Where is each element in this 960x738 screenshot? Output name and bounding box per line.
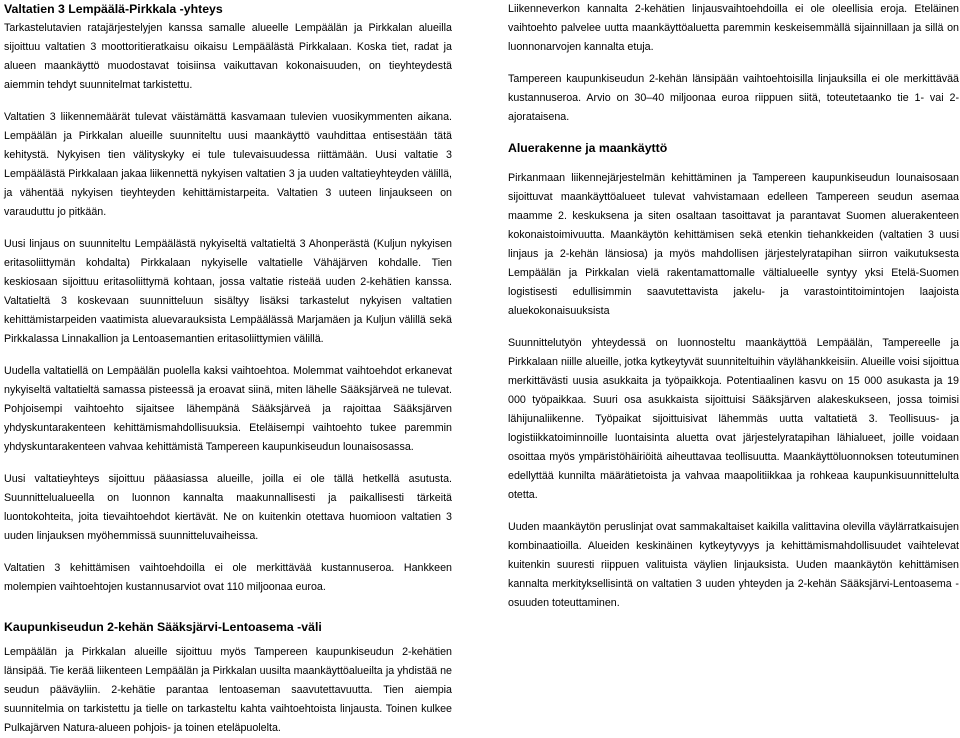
left-column <box>4 0 452 738</box>
paragraph-new-alignment: Uusi linjaus on suunniteltu Lempäälästä nykyiseltä valtatieltä 3 Ahonperästä (Kuljun nykyisen eritasoliittymän kohdalta) Pirkkalaan nykyiselle valtatielle Vähäjärven kohdalle. Tien keskiosaan sijoittuu eritasoliittymä kohtaan, jossa valtatie risteää uuden 2-kehätien kanssa. Valtatieltä 3 koskevaan suunnitteluun sisältyy lisäksi tarkastelut nykyisen valtatien kehittämistarpeiden vaatimista aluevarauksista Lempäälässä Marjamäen ja Kuljun välillä sekä Pirkkalassa Linnakallion ja Lentoasemantien eritasoliittymien välillä. <box>4 238 452 345</box>
paragraph-ring-road: Lempäälän ja Pirkkalan alueille sijoittuu myös Tampereen kaupunkiseudun 2-kehätien länsipää. Tie kerää liikenteen Lempäälän ja Pirkkalan uusilta maankäyttöalueilta ja yhdistää ne seudun pääväyliin. 2-kehätie parantaa lentoaseman saavutettavuutta. Tien aiempia suunnitelmia on tarkistettu ja tielle on tarkasteltu kahta vaihtoehtoista linjausta. Toinen kulkee Pulkajärven Natura-alueen pohjois- ja toinen eteläpuolelta. <box>4 646 452 734</box>
paragraph-costs: Valtatien 3 kehittämisen vaihtoehdoilla ei ole merkittävää kustannuseroa. Hankkeen molempien vaihtoehtojen kustannusarviot ovat 110 miljoonaa euroa. <box>4 562 452 593</box>
paragraph-traffic-growth: Valtatien 3 liikennemäärät tulevat väistämättä kasvamaan tulevien vuosikymmenten aikana. Lempäälän ja Pirkkalan alueille suunniteltu uusi maankäyttö vauhdittaa entisestään tätä kehitystä. Nykyisen tien välityskyky ei tule tulevaisuudessa riittämään. Uusi valtatie 3 Lempäälästä Pirkkalaan jakaa liikennettä nykyisen valtatien 3 ja uuden valtatieyhteyden välillä, ja vähentää nykyisen tieyhteyden kehittämistarpeita. Valtatien 3 uuteen linjaukseen on varauduttu jo pitkään. <box>4 111 452 218</box>
paragraph-land-use-sketch: Suunnittelutyön yhteydessä on luonnosteltu maankäyttöä Lempäälän, Tampereelle ja Pirkkalaan niille alueille, jotka kytkeytyvät suunniteltuihin väylähankkeisiin. Alueille voisi sijoittua merkittävästi uusia asukkaita ja työpaikkoja. Potentiaalinen kasvu on 15 000 asukasta ja 19 000 työpaikkaa. Suuri osa asukkaista sijoittuisi Sääksjärven alakeskukseen, jossa toimisi lähijunaliikenne. Työpaikat sijoittuisivat lähemmäs uutta valtatietä 3. Teollisuus- ja logistiikkatoiminnoille luontaisinta aluetta ovat järjestelyratapihan lähialueet, joille voidaan osoittaa myös ympäristöhäiriöitä aiheuttavaa teollisuutta. Maankäyttöluonnoksen toteutuminen edellyttää kunnilta määrätietoista ja vahvaa maapolitiikkaa ja rohkeaa kaupunkisuunnittelulta otetta. <box>508 337 959 501</box>
section-heading-kaupunkiseudun: Kaupunkiseudun 2-kehän Sääksjärvi-Lentoasema -väli <box>4 620 322 634</box>
section-heading-valtatie3: Valtatien 3 Lempäälä-Pirkkala -yhteys <box>4 2 223 16</box>
paragraph-ring-costs: Tampereen kaupunkiseudun 2-kehän länsipään vaihtoehtoisilla linjauksilla ei ole merkittävää kustannuseroa. Arvio on 30–40 miljoonaa euroa riippuen siitä, toteutetaanko tie 1- vai 2-ajorataisena. <box>508 73 959 123</box>
paragraph-alternatives: Uudella valtatiellä on Lempäälän puolella kaksi vaihtoehtoa. Molemmat vaihtoehdot erkanevat nykyiseltä valtatieltä samassa pisteessä ja eroavat siinä, miten lähelle Sääksjärveä ne tulevat. Pohjoisempi vaihtoehto sijaitsee lähempänä Sääksjärveä ja rajoittaa Sääksjärven yhdyskuntarakenteen kehittämismahdollisuuksia. Eteläisempi vaihtoehto tukee paremmin yhdyskuntarakenteen vahvaa kehittämistä Tampereen kaupunkiseudun lounaisosassa. <box>4 365 452 453</box>
right-column <box>508 0 959 613</box>
paragraph-land-use-basics: Uuden maankäytön peruslinjat ovat sammakaltaiset kaikilla valittavina olevilla väylärratkaisujen kombinaatioilla. Alueiden keskinäinen kytkeytyvyys ja kehittämismahdollisuudet vaihtelevat kuitenkin suuresti riippuen valituista väylien linjauksista. Uuden maankäytön kehittämisen kannalta merkityksellisintä on valtatien 3 uuden yhteyden ja 2-kehän Sääksjärvi-Lentoasema -osuuden toteuttaminen. <box>508 521 959 609</box>
paragraph-settlement: Uusi valtatieyhteys sijoittuu pääasiassa alueille, joilla ei ole tällä hetkellä asutusta. Suunnittelualueella on luonnon kannalta maakunnallisesti ja paikallisesti tärkeitä luontokohteita, joita tievaihtoehdot kiertävät. Ne on kuitenkin otettava huomioon valtatien 3 uuden linjauksen myöhemmissä suunnitteluvaiheissa. <box>4 473 452 542</box>
paragraph-regional-structure: Pirkanmaan liikennejärjestelmän kehittäminen ja Tampereen kaupunkiseudun lounaisosaan sijoittuvat maankäyttöalueet tulevat vahvistamaan edelleen Tampereen seudun asemaa maamme 2. keskuksena ja siten osaltaan tasoittavat ja parantavat Suomen aluerakenteen kokonaistoimivuutta. Maankäytön kehittämisen sekä etenkin tiehankkeiden (valtatien 3 uusi linjaus ja 2-kehän länsiosa) ja myös mahdollisen järjestelyratapihan siirron vaikutuksesta Lempäälän ja Pirkkalan vielä rakentamattomalle vältialueelle syntyy yksi Etelä-Suomen logistisesti edullisimmin saavutettavista jakelu- ja varastointitoimintojen laajoista aluekokonaisuuksista <box>508 172 959 317</box>
section-heading-aluerakenne: Aluerakenne ja maankäyttö <box>508 141 668 155</box>
paragraph-route-differences: Liikenneverkon kannalta 2-kehätien linjausvaihtoehdoilla ei ole oleellisia eroja. Eteläinen vaihtoehto palvelee uutta maankäyttöaluetta paremmin keskeisemmällä sijainnillaan ja sillä on luonnonarvojen kannalta etuja. <box>508 3 959 53</box>
paragraph-intro: Tarkastelutavien ratajärjestelyjen kanssa samalle alueelle Lempäälän ja Pirkkalan alueilla sijoittuu valtatien 3 moottoritieratkaisu oikaisu Lempäälästä Pirkkalaan. Koska tiet, radat ja alueen maankäyttö muodostavat toisiinsa vaikuttavan kokonaisuuden, on tieyhteydestä aiemmin tehdyt suunnitelmat tarkistettu. <box>4 22 452 91</box>
